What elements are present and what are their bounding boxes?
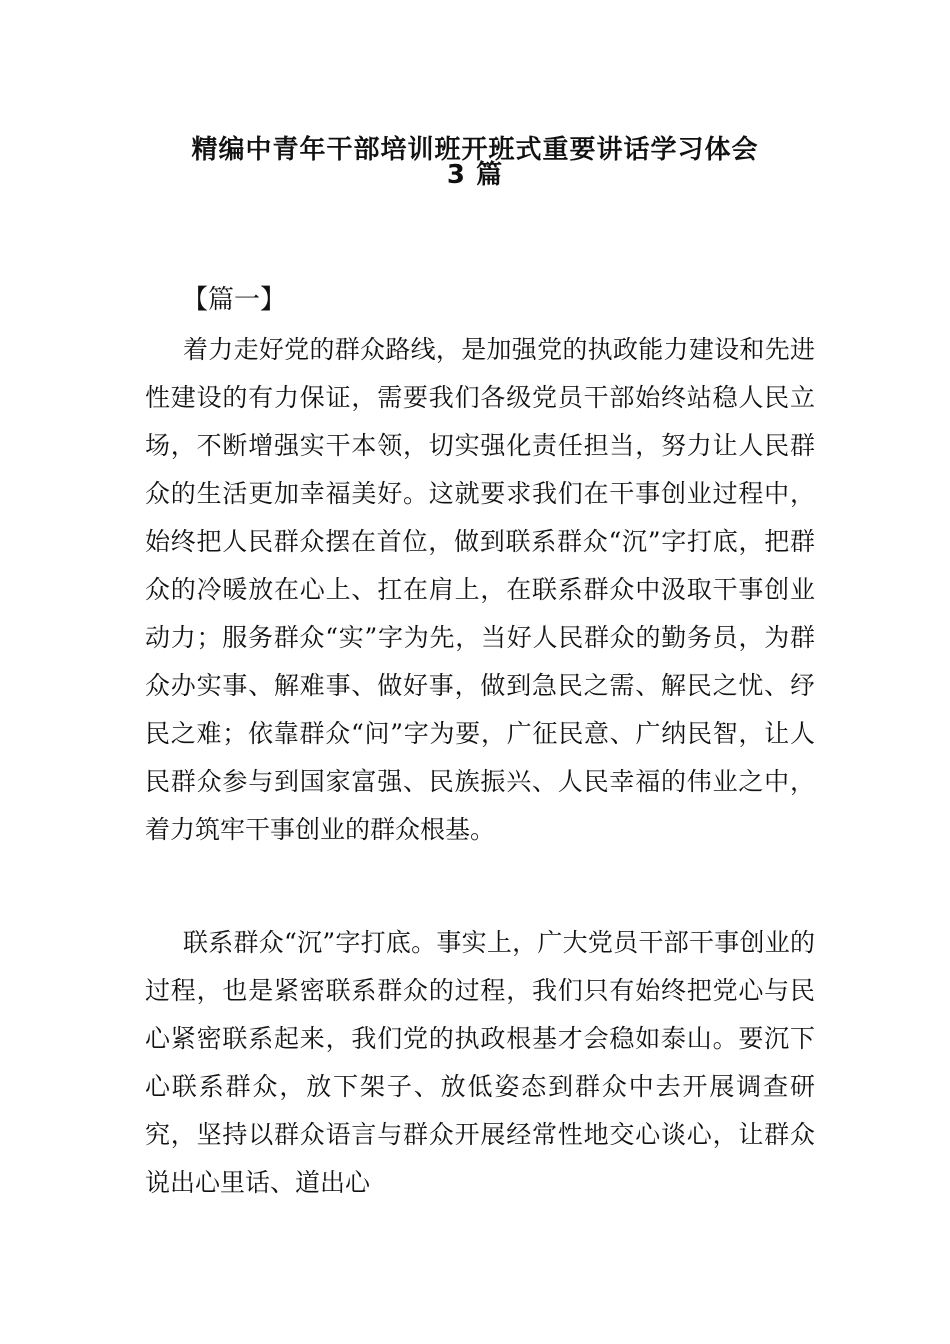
paragraph-2: 联系群众“沉”字打底。事实上，广大党员干部干事创业的过程，也是紧密联系群众的过程，我们只有始终把党心与民心紧密联系起来，我们党的执政根基才会稳如泰山。要沉下心联系群众，放下架子、放低姿态到群众中去开展调查研究，坚持以群众语言与群众开展经常性地交心谈心，让群众说出心里话、道出心: [145, 928, 815, 1197]
document-title-line1: 精编中青年干部培训班开班式重要讲话学习体会: [191, 135, 759, 165]
document-title-line2: 3 篇: [446, 160, 504, 190]
paragraph-1: 着力走好党的群众路线，是加强党的执政能力建设和先进性建设的有力保证，需要我们各级党员干部始终站稳人民立场，不断增强实干本领，切实强化责任担当，努力让人民群众的生活更加幸福美好。这就要求我们在干事创业过程中，始终把人民群众摆在首位，做到联系群众“沉”字打底，把群众的冷暖放在心上、扛在肩上，在联系群众中汲取干事创业动力；服务群众“实”字为先，当好人民群众的勤务员，为群众办实事、解难事、做好事，做到急民之需、解民之忧、纾民之难；依靠群众“问”字为要，广征民意、广纳民智，让人民群众参与到国家富强、民族振兴、人民幸福的伟业之中，着力筑牢干事创业的群众根基。: [145, 335, 815, 844]
section-label: 【篇一】: [182, 285, 287, 315]
